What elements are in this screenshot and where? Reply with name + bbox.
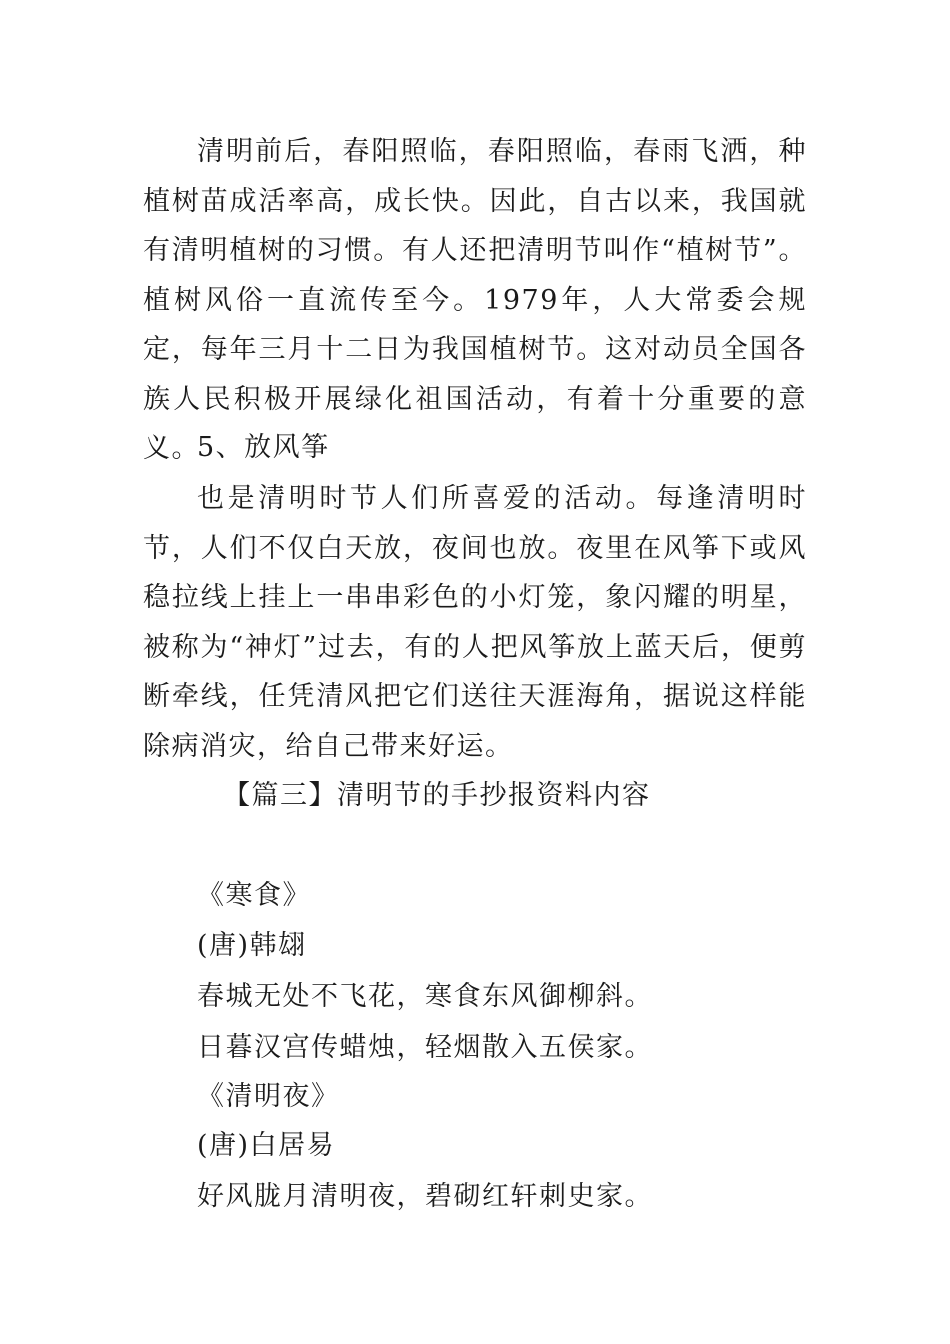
poem-line: 春城无处不飞花，寒食东风御柳斜。: [197, 981, 653, 1012]
poem-author: (唐)韩翃: [197, 930, 307, 961]
poem-line: 好风胧月清明夜，碧砌红轩刺史家。: [197, 1181, 653, 1212]
poem-title: 《清明夜》: [197, 1081, 340, 1112]
kite-heading: 5、放风筝: [197, 432, 330, 463]
paragraph-tree-planting: 清明前后，春阳照临，春阳照临，春雨飞洒，种植树苗成活率高，成长快。因此，自古以来，我国就有清明植树的习惯。有人还把清明节叫作“植树节”。植树风俗一直流传至今。1979年，人大常委会规定，每年三月十二日为我国植树节。这对动员全国各族人民积极开展绿化祖国活动，有着十分重要的意义。: [143, 136, 807, 464]
poem-title: 《寒食》: [197, 880, 311, 911]
section-title: 【篇三】清明节的手抄报资料内容: [223, 780, 651, 811]
poem-line: 日暮汉宫传蜡烛，轻烟散入五侯家。: [197, 1032, 653, 1063]
poem-author: (唐)白居易: [197, 1130, 336, 1161]
paragraph-kite-flying: 也是清明时节人们所喜爱的活动。每逢清明时节，人们不仅白天放，夜间也放。夜里在风筝下或风稳拉线上挂上一串串彩色的小灯笼，象闪耀的明星，被称为“神灯”过去，有的人把风筝放上蓝天后，便剪断牵线，任凭清风把它们送往天涯海角，据说这样能除病消灾，给自己带来好运。: [143, 483, 807, 762]
